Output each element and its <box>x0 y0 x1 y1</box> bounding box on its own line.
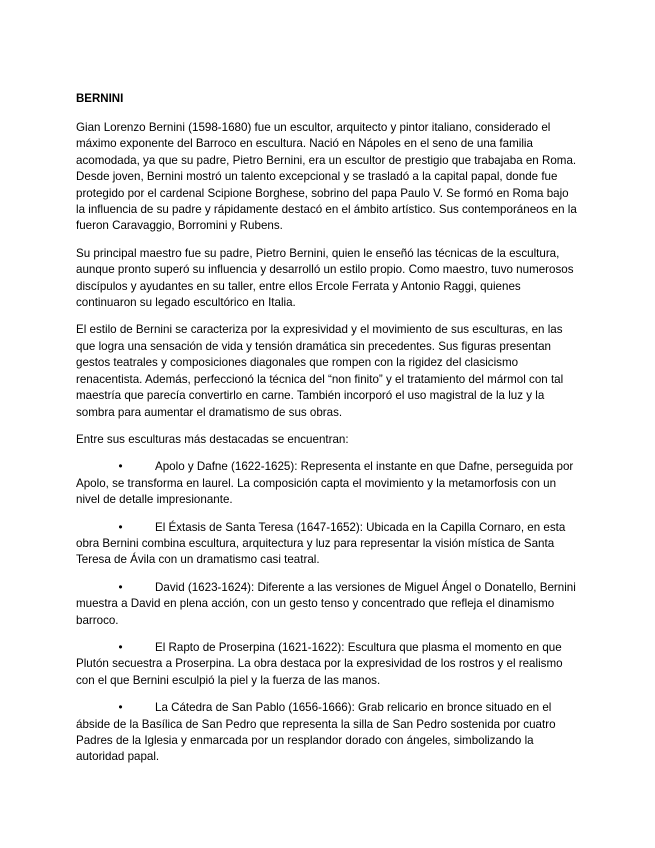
paragraph-teacher: Su principal maestro fue su padre, Pietro Bernini, quien le enseñó las técnicas de la escultura, aunque pronto superó su influencia y desarrolló un estilo propio. Como maestro, tuvo numerosos discípulos y ayudantes en su taller, entre ellos Ercole Ferrata y Antonio Raggi, quienes continuaron su legado escultórico en Italia. <box>76 246 574 310</box>
bullet-icon: • <box>118 580 123 594</box>
list-item-text: El Éxtasis de Santa Teresa (1647-1652): Ubicada en la Capilla Cornaro, en esta obra Bernini combina escultura, arquitectura y luz para representar la visión mística de Santa Teresa de Ávila con un dramatismo casi teatral. <box>76 520 566 567</box>
bullet-icon: • <box>118 520 123 534</box>
bullet-icon: • <box>118 460 123 474</box>
bullet-icon: • <box>118 701 123 715</box>
list-item-text: La Cátedra de San Pablo (1656-1666): Grab relicario en bronce situado en el ábside de la Basílica de San Pedro que representa la silla de San Pedro sostenida por cuatro Padres de la Iglesia y enmarcada por un resplandor dorado con ángeles, simbolizando la autoridad papal. <box>76 701 556 764</box>
list-item-text: Apolo y Dafne (1622-1625): Representa el instante en que Dafne, perseguida por Apolo, se transforma en laurel. La composición capta el movimiento y la metamorfosis con un nivel de detalle impresionante. <box>76 460 574 507</box>
list-item <box>76 520 579 569</box>
list-item <box>76 640 579 689</box>
paragraph-list-intro: Entre sus esculturas más destacadas se encuentran: <box>76 432 349 446</box>
list-item <box>76 700 579 766</box>
list-item <box>76 459 579 508</box>
paragraph-style: El estilo de Bernini se caracteriza por la expresividad y el movimiento de sus esculturas, en las que logra una sensación de vida y tensión dramática sin precedentes. Sus figuras presentan gestos teatrales y composiciones diagonales que rompen con la rigidez del clasicismo renacentista. Además, perfeccionó la técnica del “non finito” y el tratamiento del mármol con tal maestría que parecía convertirlo en carne. También incorporó el uso magistral de la luz y la sombra para aumentar el dramatismo de sus obras. <box>76 323 564 419</box>
list-item-text: El Rapto de Proserpina (1621-1622): Escultura que plasma el momento en que Plutón secuestra a Proserpina. La obra destaca por la expresividad de los rostros y el realismo con el que Bernini esculpió la piel y la fuerza de las manos. <box>76 640 563 687</box>
paragraph-biography: Gian Lorenzo Bernini (1598-1680) fue un escultor, arquitecto y pintor italiano, considerado el máximo exponente del Barroco en escultura. Nació en Nápoles en el seno de una familia acomodada, ya que su padre, Pietro Bernini, era un escultor de prestigio que trabajaba en Roma. Desde joven, Bernini mostró un talento excepcional y se trasladó a la capital papal, donde fue protegido por el cardenal Scipione Borghese, sobrino del papa Paulo V. Se formó en Roma bajo la influencia de su padre y rápidamente destacó en el ámbito artístico. Sus contemporáneos en la fueron Caravaggio, Borromini y Rubens. <box>76 121 577 233</box>
bullet-icon: • <box>118 640 123 654</box>
document-title: BERNINI <box>76 93 124 105</box>
list-item <box>76 580 579 629</box>
list-item-text: David (1623-1624): Diferente a las versiones de Miguel Ángel o Donatello, Bernini muestra a David en plena acción, con un gesto tenso y concentrado que refleja el dinamismo barroco. <box>76 580 576 627</box>
